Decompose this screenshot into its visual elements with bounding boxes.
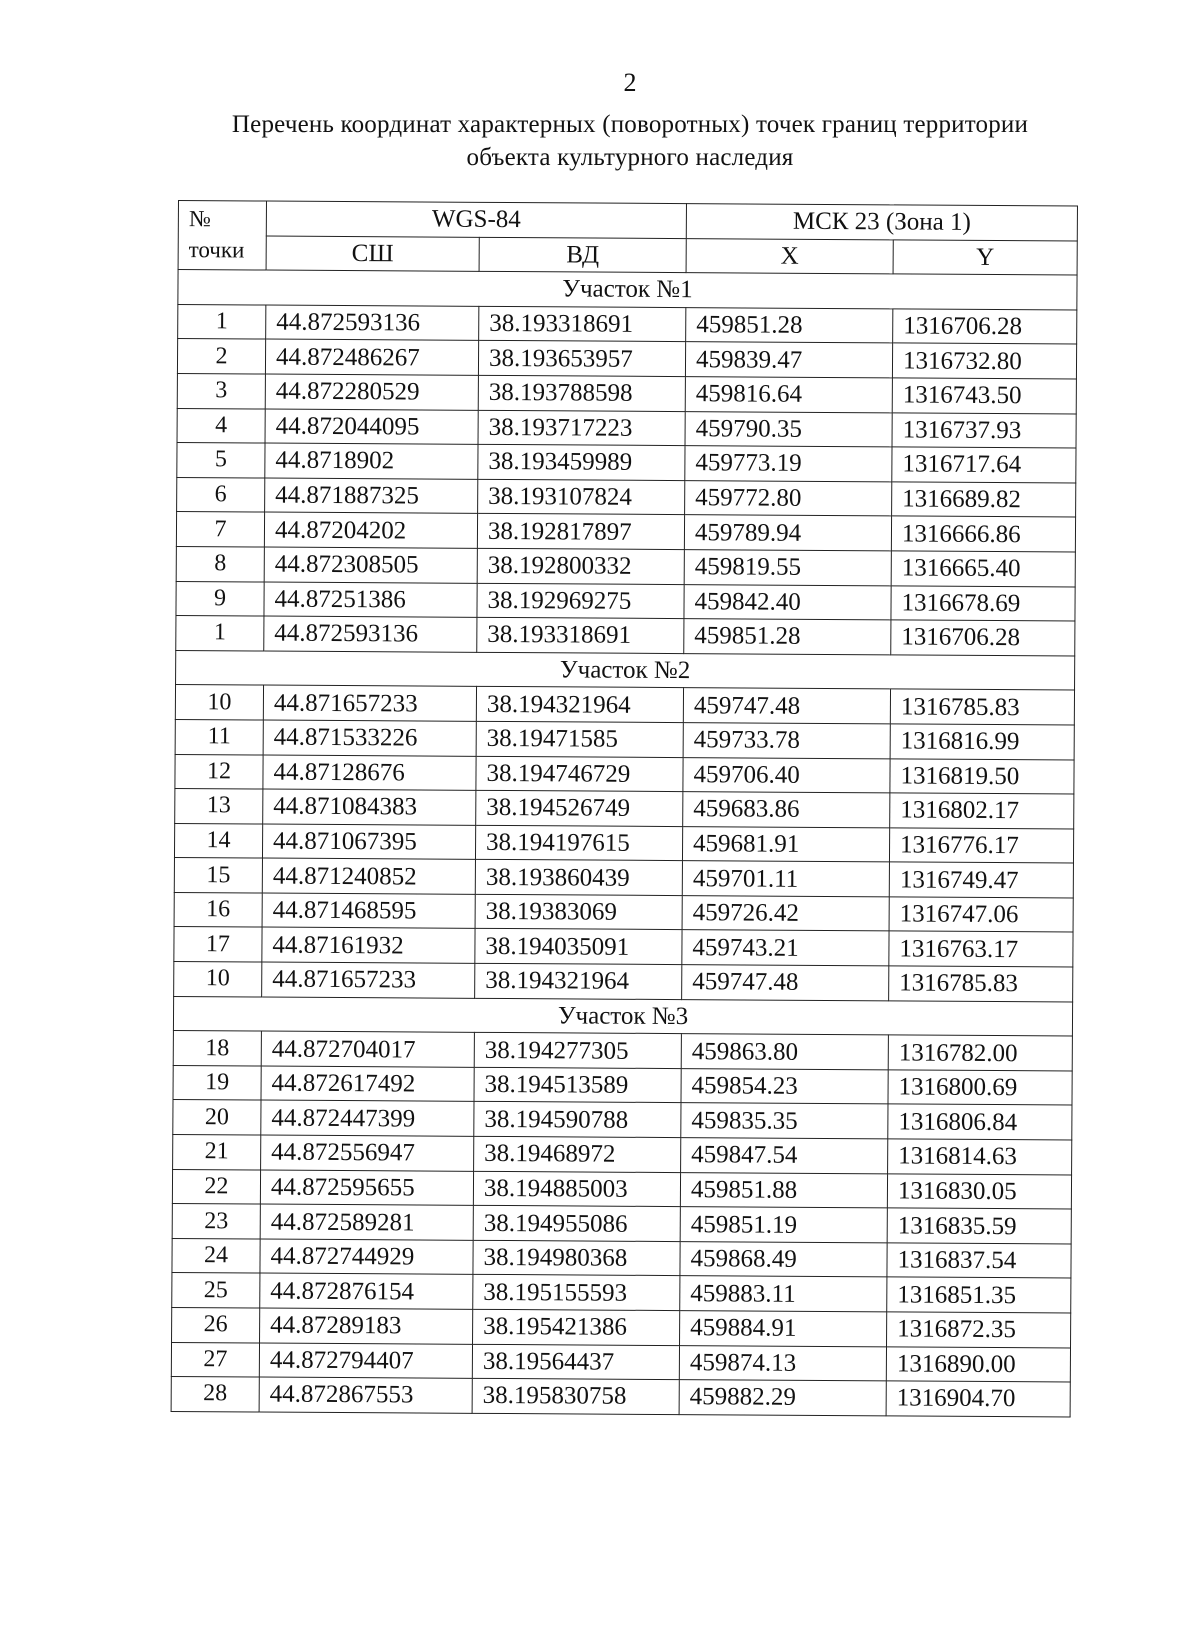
y-coordinate-cell: 1316763.17	[889, 931, 1073, 967]
table-row	[171, 1342, 1070, 1382]
point-number-cell: 27	[171, 1342, 259, 1377]
point-number-cell: 16	[174, 892, 262, 927]
y-coordinate-cell: 1316743.50	[892, 378, 1076, 414]
longitude-cell: 38.195155593	[473, 1275, 680, 1311]
table-row	[172, 1238, 1071, 1278]
x-coordinate-cell: 459851.19	[680, 1207, 887, 1243]
point-number-cell: 6	[177, 477, 265, 512]
longitude-cell: 38.194746729	[476, 756, 683, 792]
point-number-cell: 14	[174, 823, 262, 858]
longitude-cell: 38.19383069	[475, 894, 682, 930]
longitude-cell: 38.194980368	[473, 1240, 680, 1276]
point-number-cell: 22	[172, 1169, 260, 1204]
x-coordinate-cell: 459835.35	[681, 1103, 888, 1139]
latitude-cell: 44.87161932	[262, 927, 475, 963]
y-coordinate-cell: 1316814.63	[888, 1139, 1072, 1175]
point-number-cell: 4	[177, 408, 265, 443]
x-coordinate-cell: 459726.42	[682, 895, 889, 931]
x-coordinate-cell: 459743.21	[682, 930, 889, 966]
longitude-cell: 38.193107824	[478, 479, 685, 515]
x-coordinate-cell: 459819.55	[684, 550, 891, 586]
x-coordinate-cell: 459773.19	[685, 446, 892, 482]
point-number-cell: 19	[173, 1065, 261, 1100]
longitude-cell: 38.192800332	[477, 548, 684, 584]
x-coordinate-cell: 459706.40	[683, 757, 890, 793]
table-header-row-2	[178, 235, 1077, 275]
longitude-cell: 38.194277305	[474, 1033, 681, 1069]
y-coordinate-cell: 1316749.47	[889, 862, 1073, 898]
longitude-cell: 38.192817897	[477, 514, 684, 550]
point-number-header	[178, 201, 266, 271]
wgs84-header: WGS-84	[266, 201, 686, 238]
table-row	[175, 789, 1074, 829]
latitude-cell: 44.872447399	[261, 1100, 474, 1136]
y-coordinate-cell: 1316747.06	[889, 897, 1073, 933]
x-coordinate-cell: 459863.80	[681, 1034, 888, 1070]
latitude-cell: 44.872704017	[261, 1031, 474, 1067]
longitude-cell: 38.194885003	[473, 1171, 680, 1207]
longitude-cell: 38.19468972	[474, 1136, 681, 1172]
title-line-1: Перечень координат характерных (поворотных) точек границ территории	[231, 111, 1029, 138]
latitude-cell: 44.872044095	[265, 409, 478, 445]
longitude-cell: 38.193459989	[478, 444, 685, 480]
x-coordinate-cell: 459790.35	[685, 411, 892, 447]
x-header: X	[686, 238, 893, 274]
table-row	[177, 443, 1076, 483]
y-coordinate-cell: 1316776.17	[889, 828, 1073, 864]
point-number-cell: 24	[172, 1238, 260, 1273]
table-row	[174, 927, 1073, 967]
y-coordinate-cell: 1316837.54	[887, 1243, 1071, 1279]
longitude-cell: 38.193318691	[479, 306, 686, 342]
y-coordinate-cell: 1316802.17	[890, 793, 1074, 829]
table-row	[177, 373, 1076, 413]
y-header: Y	[893, 239, 1077, 275]
table-row	[172, 1169, 1071, 1209]
table-row	[174, 962, 1073, 1002]
section-title: Участок №1	[178, 270, 1077, 310]
latitude-cell: 44.872595655	[260, 1170, 473, 1206]
point-number-cell: 15	[174, 858, 262, 893]
point-number-header-symbol: №	[188, 206, 211, 232]
x-coordinate-cell: 459851.88	[680, 1172, 887, 1208]
table-row	[177, 339, 1076, 379]
latitude-cell: 44.871240852	[262, 858, 475, 894]
table-row	[175, 685, 1074, 725]
longitude-cell: 38.194955086	[473, 1206, 680, 1242]
x-coordinate-cell: 459733.78	[683, 723, 890, 759]
table-header-row-1	[178, 201, 1077, 241]
table-row	[174, 858, 1073, 898]
table-row	[172, 1307, 1071, 1347]
table-row	[173, 1065, 1072, 1105]
point-number-cell: 21	[173, 1135, 261, 1170]
x-coordinate-cell: 459683.86	[683, 792, 890, 828]
longitude-cell: 38.192969275	[477, 583, 684, 619]
document-title	[150, 108, 1110, 174]
x-coordinate-cell: 459883.11	[680, 1276, 887, 1312]
table-row	[178, 304, 1077, 344]
longitude-cell: 38.194321964	[476, 687, 683, 723]
latitude-cell: 44.872308505	[264, 547, 477, 583]
point-number-header-label: точки	[188, 237, 245, 263]
y-coordinate-cell: 1316806.84	[888, 1104, 1072, 1140]
longitude-cell: 38.195421386	[473, 1309, 680, 1345]
point-number-cell: 25	[172, 1273, 260, 1308]
point-number-cell: 17	[174, 927, 262, 962]
table-row	[173, 1135, 1072, 1175]
latitude-cell: 44.872593136	[266, 305, 479, 341]
point-number-cell: 1	[178, 304, 266, 339]
coordinates-table	[171, 200, 1078, 1417]
latitude-cell: 44.871067395	[262, 824, 475, 860]
latitude-cell: 44.87289183	[260, 1308, 473, 1344]
y-coordinate-cell: 1316872.35	[887, 1312, 1071, 1348]
table-row	[177, 408, 1076, 448]
x-coordinate-cell: 459851.28	[684, 619, 891, 655]
y-coordinate-cell: 1316737.93	[892, 412, 1076, 448]
x-coordinate-cell: 459882.29	[679, 1380, 886, 1416]
y-coordinate-cell: 1316706.28	[893, 309, 1077, 345]
x-coordinate-cell: 459884.91	[680, 1311, 887, 1347]
x-coordinate-cell: 459789.94	[684, 515, 891, 551]
latitude-cell: 44.872617492	[261, 1066, 474, 1102]
y-coordinate-cell: 1316800.69	[888, 1070, 1072, 1106]
x-coordinate-cell: 459701.11	[682, 861, 889, 897]
y-coordinate-cell: 1316785.83	[889, 966, 1073, 1002]
table-row	[176, 546, 1075, 586]
table-row	[172, 1273, 1071, 1313]
longitude-cell: 38.194321964	[475, 963, 682, 999]
point-number-cell: 2	[177, 339, 265, 374]
table-row	[176, 616, 1075, 656]
latitude-cell: 44.87251386	[264, 582, 477, 618]
x-coordinate-cell: 459747.48	[682, 965, 889, 1001]
point-number-cell: 8	[176, 546, 264, 581]
latitude-cell: 44.871468595	[262, 893, 475, 929]
latitude-cell: 44.8718902	[265, 443, 478, 479]
table-row	[177, 477, 1076, 517]
table-row	[171, 1377, 1070, 1417]
section-title: Участок №2	[176, 650, 1075, 690]
latitude-cell: 44.872280529	[265, 374, 478, 410]
section-header-row	[178, 270, 1077, 310]
point-number-cell: 7	[176, 512, 264, 547]
point-number-cell: 5	[177, 443, 265, 478]
y-coordinate-cell: 1316890.00	[886, 1346, 1070, 1382]
latitude-cell: 44.871084383	[263, 789, 476, 825]
y-coordinate-cell: 1316678.69	[891, 585, 1075, 621]
point-number-cell: 13	[175, 789, 263, 824]
point-number-cell: 3	[177, 373, 265, 408]
section-title: Участок №3	[173, 996, 1072, 1036]
table-row	[173, 1031, 1072, 1071]
y-coordinate-cell: 1316816.99	[890, 724, 1074, 760]
point-number-cell: 20	[173, 1100, 261, 1135]
title-line-2: объекта культурного наследия	[466, 144, 794, 171]
y-coordinate-cell: 1316665.40	[891, 551, 1075, 587]
y-coordinate-cell: 1316819.50	[890, 758, 1074, 794]
longitude-cell: 38.194590788	[474, 1102, 681, 1138]
table-row	[176, 512, 1075, 552]
point-number-cell: 11	[175, 719, 263, 754]
latitude-header: СШ	[266, 236, 479, 272]
y-coordinate-cell: 1316835.59	[887, 1208, 1071, 1244]
latitude-cell: 44.872867553	[259, 1377, 472, 1413]
longitude-header: ВД	[479, 237, 686, 273]
latitude-cell: 44.871533226	[263, 720, 476, 756]
x-coordinate-cell: 459747.48	[683, 688, 890, 724]
point-number-cell: 26	[172, 1307, 260, 1342]
point-number-cell: 23	[172, 1204, 260, 1239]
longitude-cell: 38.194035091	[475, 929, 682, 965]
longitude-cell: 38.194197615	[475, 825, 682, 861]
table-row	[174, 892, 1073, 932]
y-coordinate-cell: 1316717.64	[892, 447, 1076, 483]
x-coordinate-cell: 459681.91	[682, 826, 889, 862]
y-coordinate-cell: 1316830.05	[887, 1173, 1071, 1209]
longitude-cell: 38.193860439	[475, 860, 682, 896]
latitude-cell: 44.871657233	[262, 962, 475, 998]
latitude-cell: 44.87128676	[263, 755, 476, 791]
table-row	[172, 1204, 1071, 1244]
table-row	[174, 823, 1073, 863]
latitude-cell: 44.872593136	[264, 616, 477, 652]
y-coordinate-cell: 1316706.28	[891, 620, 1075, 656]
latitude-cell: 44.87204202	[264, 512, 477, 548]
page-number: 2	[623, 68, 637, 97]
y-coordinate-cell: 1316785.83	[890, 689, 1074, 725]
longitude-cell: 38.193318691	[477, 617, 684, 653]
point-number-cell: 18	[173, 1031, 261, 1066]
longitude-cell: 38.195830758	[472, 1379, 679, 1415]
point-number-cell: 9	[176, 581, 264, 616]
table-row	[176, 581, 1075, 621]
x-coordinate-cell: 459816.64	[685, 377, 892, 413]
section-header-row	[176, 650, 1075, 690]
latitude-cell: 44.871657233	[263, 685, 476, 721]
table-row	[173, 1100, 1072, 1140]
latitude-cell: 44.871887325	[265, 478, 478, 514]
x-coordinate-cell: 459842.40	[684, 584, 891, 620]
longitude-cell: 38.194526749	[476, 790, 683, 826]
longitude-cell: 38.194513589	[474, 1067, 681, 1103]
point-number-cell: 28	[171, 1377, 259, 1412]
x-coordinate-cell: 459854.23	[681, 1068, 888, 1104]
y-coordinate-cell: 1316666.86	[891, 516, 1075, 552]
x-coordinate-cell: 459851.28	[686, 307, 893, 343]
table-row	[175, 754, 1074, 794]
msk23-header: МСК 23 (Зона 1)	[686, 204, 1077, 241]
latitude-cell: 44.872486267	[265, 339, 478, 375]
latitude-cell: 44.872589281	[260, 1204, 473, 1240]
latitude-cell: 44.872744929	[260, 1239, 473, 1275]
point-number-cell: 10	[174, 962, 262, 997]
table-row	[175, 719, 1074, 759]
longitude-cell: 38.193788598	[478, 375, 685, 411]
latitude-cell: 44.872794407	[259, 1343, 472, 1379]
longitude-cell: 38.193653957	[478, 341, 685, 377]
y-coordinate-cell: 1316689.82	[892, 482, 1076, 518]
latitude-cell: 44.872876154	[260, 1273, 473, 1309]
latitude-cell: 44.872556947	[261, 1135, 474, 1171]
x-coordinate-cell: 459868.49	[680, 1241, 887, 1277]
y-coordinate-cell: 1316851.35	[887, 1277, 1071, 1313]
point-number-cell: 12	[175, 754, 263, 789]
longitude-cell: 38.19564437	[472, 1344, 679, 1380]
x-coordinate-cell: 459772.80	[685, 480, 892, 516]
y-coordinate-cell: 1316904.70	[886, 1381, 1070, 1417]
y-coordinate-cell: 1316732.80	[892, 343, 1076, 379]
x-coordinate-cell: 459847.54	[681, 1138, 888, 1174]
y-coordinate-cell: 1316782.00	[888, 1035, 1072, 1071]
point-number-cell: 1	[176, 616, 264, 651]
section-header-row	[173, 996, 1072, 1036]
x-coordinate-cell: 459839.47	[685, 342, 892, 378]
longitude-cell: 38.19471585	[476, 721, 683, 757]
x-coordinate-cell: 459874.13	[679, 1345, 886, 1381]
point-number-cell: 10	[175, 685, 263, 720]
longitude-cell: 38.193717223	[478, 410, 685, 446]
